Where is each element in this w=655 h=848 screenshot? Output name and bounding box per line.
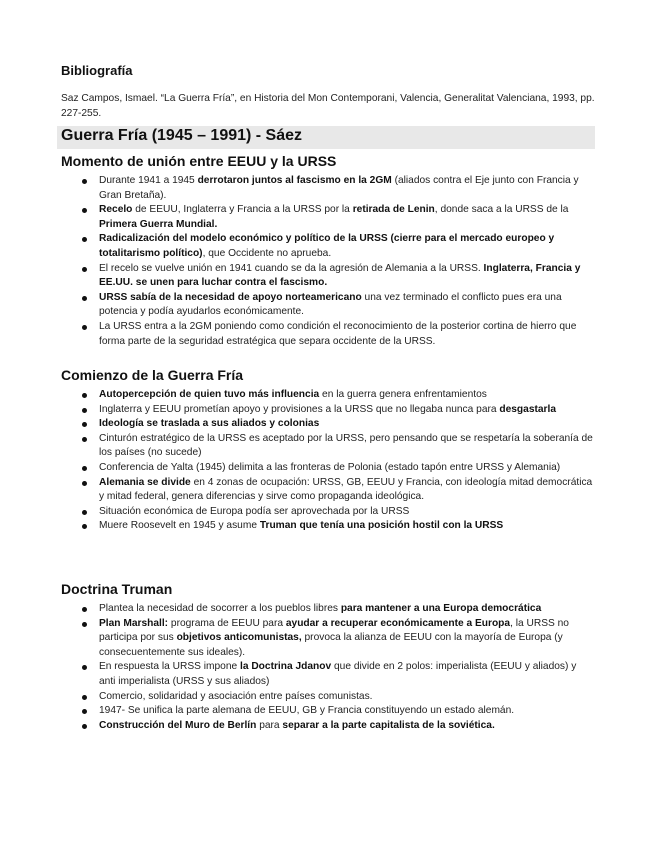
bullet-dot-icon [82,607,87,612]
bold-text: ayudar a recuperar económicamente a Europa [285,617,511,629]
bullet-item [61,174,595,203]
text: para [256,719,283,731]
bullet-item [61,262,595,291]
text: Plantea la necesidad de socorrer a los pueblos libres [99,603,341,614]
bullet-item [61,519,595,534]
bullet-dot-icon [82,393,87,398]
text: (aliados contra el Eje junto con Francia y Gran Bretaña). [99,175,579,201]
section-heading: Doctrina Truman [61,581,173,597]
section-momento-union [61,152,595,349]
bold-text: Construcción del Muro de Berlín [99,719,257,731]
bullet-dot-icon [82,481,87,486]
bullet-item [61,291,595,320]
bullet-item [61,690,595,705]
bold-text: Alemania se divide [99,476,191,488]
bold-text: desgastarla [499,403,557,415]
bullet-list [61,174,595,349]
bullet-item [61,704,595,719]
bullet-dot-icon [82,267,87,272]
bullet-item [61,203,595,232]
bullet-dot-icon [82,665,87,670]
bullet-dot-icon [82,724,87,729]
bold-text: derrotaron juntos al fascismo en la 2GM [197,175,392,186]
section-heading: Comienzo de la Guerra Fría [61,367,244,383]
bold-text: Recelo [99,204,133,216]
bullet-dot-icon [82,466,87,471]
bold-text: Ideología se traslada a sus aliados y colonias [99,418,320,430]
text: , que Occidente no aprueba. [202,247,332,259]
section-comienzo-guerra-fria [61,366,595,534]
text: Muere Roosevelt en 1945 y asume [99,520,260,532]
section-doctrina-truman [61,580,595,733]
bold-text: retirada de Lenin [352,204,435,216]
bold-text: Radicalización del modelo económico y político de la URSS (cierre para el mercado europeo y totalitarismo político) [99,233,555,259]
text: Comercio, solidaridad y asociación entre países comunistas. [99,690,373,702]
bold-text: Autopercepción de quien tuvo más influencia [99,389,320,400]
bullet-item [61,461,595,476]
bullet-item [61,660,595,689]
text: en 4 zonas de ocupación: URSS, GB, EEUU y Francia, con ideología mitad democrática y mitad federal, genera diferencias y sirve como propaganda ideológica. [99,476,593,503]
bullet-dot-icon [82,296,87,301]
text: Conferencia de Yalta (1945) delimita a las fronteras de Polonia (estado tapón entre URSS y Alemania) [99,461,561,473]
text: una vez terminado el conflicto pues era una potencia y podía ayudarlos económicamente. [99,291,562,318]
text: Durante 1941 a 1945 [99,175,198,186]
bullet-item [61,505,595,520]
text: En respuesta la URSS impone [99,661,240,673]
bullet-item [61,617,595,661]
text: en la guerra genera enfrentamientos [319,389,487,400]
bullet-item [61,432,595,461]
bullet-item [61,719,595,734]
bullet-dot-icon [82,179,87,184]
bold-text: Inglaterra, Francia y EE.UU. se unen para luchar contra el fascismo. [99,262,581,289]
bullet-dot-icon [82,422,87,427]
text: 1947- Se unifica la parte alemana de EEUU, GB y Francia constituyendo un estado alemán. [99,705,515,717]
bullet-dot-icon [82,709,87,714]
bullet-dot-icon [82,208,87,213]
bullet-item [61,602,595,617]
bullet-item [61,476,595,505]
bullet-item [61,417,595,432]
bullet-dot-icon [82,695,87,700]
bold-text: objetivos anticomunistas, [176,632,302,644]
text: La URSS entra a la 2GM poniendo como condición el reconocimiento de la posterior cortina de hierro que forma parte de la seguridad estratégica que separa occidente de la URSS. [99,320,577,347]
text: , donde saca a la URSS de la [434,204,569,216]
bullet-item [61,403,595,418]
bold-text: la Doctrina Jdanov [240,661,332,673]
bold-text: para mantener a una Europa democrática [340,603,542,614]
bibliography-heading: Bibliografía [61,63,133,78]
bold-text: Truman que tenía una posición hostil con la URSS [259,520,504,532]
bullet-dot-icon [82,408,87,413]
bullet-dot-icon [82,510,87,515]
bullet-list [61,602,595,733]
bullet-item [61,320,595,349]
bold-text: URSS sabía de la necesidad de apoyo norteamericano [99,291,362,303]
text: provoca la alianza de EEUU con la mayoría de Europa (y consecuentemente sus ideales). [99,632,563,658]
bold-text: Plan Marshall: [99,617,169,629]
text: de EEUU, Inglaterra y Francia a la URSS por la [132,204,353,216]
text: , la URSS no participa por sus [99,617,569,644]
bullet-list [61,388,595,534]
text: que divide en 2 polos: imperialista (EEUU y aliados) y anti imperialista (URSS y sus aliados) [99,661,577,687]
bullet-item [61,232,595,261]
bullet-dot-icon [82,437,87,442]
bold-text: separar a la parte capitalista de la soviética. [282,719,495,731]
page-title: Guerra Fría (1945 – 1991) - Sáez [61,127,303,144]
bullet-dot-icon [82,524,87,529]
text: Situación económica de Europa podía ser aprovechada por la URSS [99,505,410,517]
bold-text: Primera Guerra Mundial. [99,218,218,230]
bullet-dot-icon [82,325,87,330]
text: Inglaterra y EEUU prometían apoyo y provisiones a la URSS que no llegaba nunca para [99,403,500,415]
section-heading: Momento de unión entre EEUU y la URSS [61,153,337,169]
bibliography-citation: Saz Campos, Ismael. “La Guerra Fría”, en Historia del Mon Contemporani, Valencia, Generalitat Valenciana, 1993, pp. 227-255. [61,93,595,119]
bullet-dot-icon [82,237,87,242]
bullet-item [61,388,595,403]
text: programa de EEUU para [168,617,286,629]
text: El recelo se vuelve unión en 1941 cuando se da la agresión de Alemania a la URSS. [99,262,484,274]
main-title-banner [57,126,595,149]
text: Cinturón estratégico de la URSS es aceptado por la URSS, pero pensando que se respetaría la soberanía de los países (no sucede) [99,432,593,459]
bullet-dot-icon [82,622,87,627]
